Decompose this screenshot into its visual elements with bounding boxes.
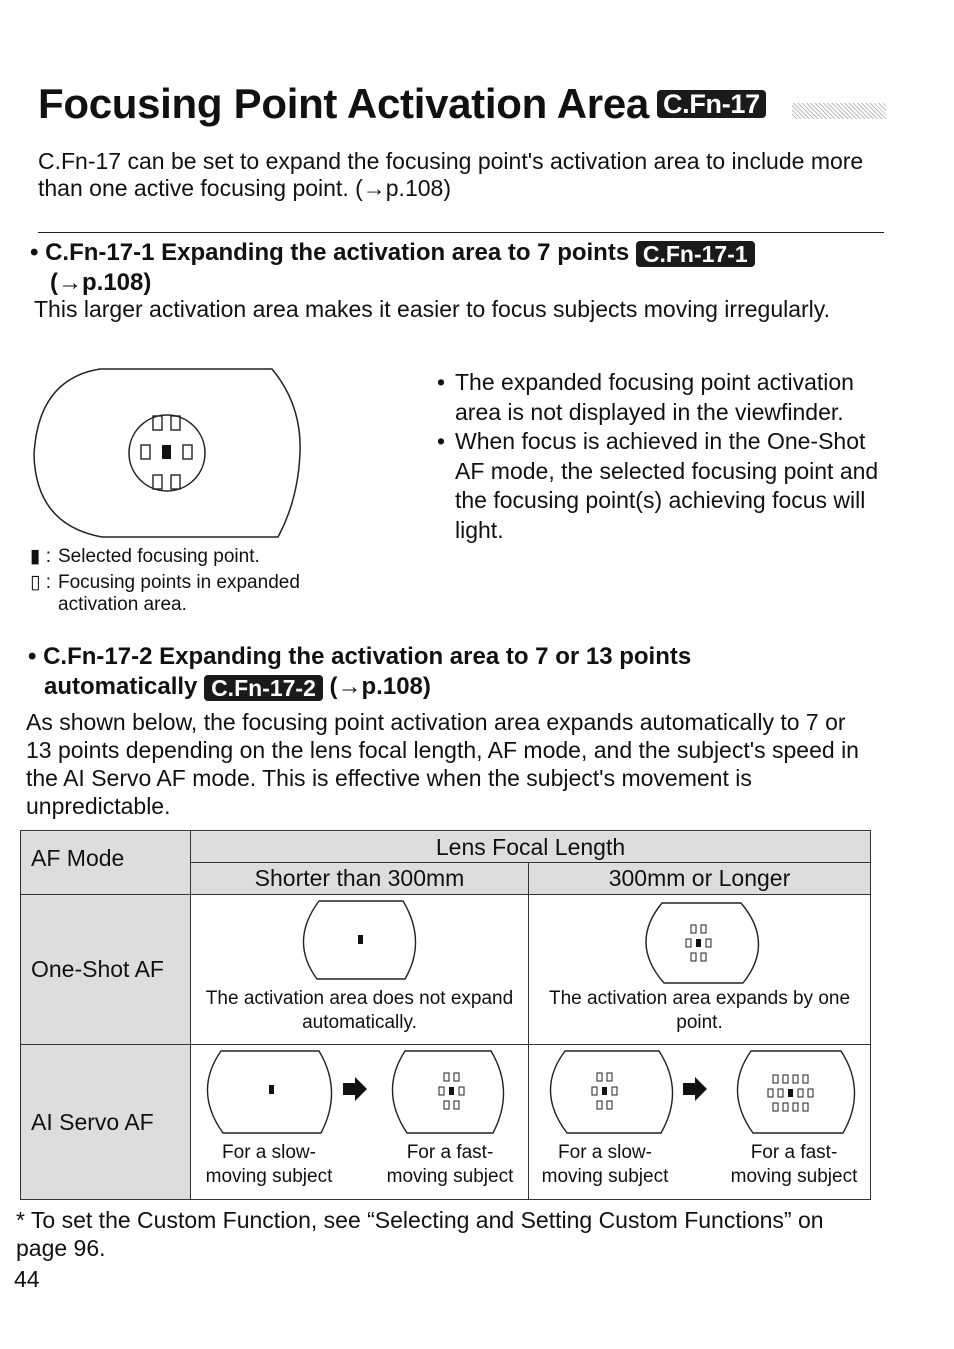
caption: For a slow-moving subject — [205, 1142, 333, 1187]
caption: For a slow-moving subject — [541, 1142, 669, 1187]
selected-point-icon: ▮ : — [30, 546, 52, 567]
section2-ref: (→p.108) — [329, 673, 431, 700]
cfn-17-1-badge: C.Fn-17-1 — [636, 241, 755, 267]
legend-text: Selected focusing point. — [58, 546, 260, 567]
section2-heading-line2: automatically — [44, 673, 198, 700]
page-number: 44 — [14, 1266, 40, 1292]
legend-text: Focusing points in expanded activation area. — [58, 572, 300, 615]
section1-heading-text: C.Fn-17-1 Expanding the activation area to 7 points — [45, 239, 630, 266]
section1-bullet: • — [30, 239, 39, 266]
cfn-17-badge: C.Fn-17 — [657, 90, 766, 118]
header-lens-focal-length: Lens Focal Length — [191, 831, 871, 863]
diagram-legend — [30, 546, 328, 616]
af-point-outline — [153, 475, 162, 489]
af-point-selected — [162, 445, 171, 459]
viewfinder-diagram — [30, 365, 305, 543]
af-point-outline — [171, 475, 180, 489]
caption: For a fast-moving subject — [386, 1142, 514, 1187]
cell-oneshot-long — [529, 895, 871, 1045]
section2-heading-text: C.Fn-17-2 Expanding the activation area to 7 or 13 points — [43, 643, 692, 670]
header-shorter: Shorter than 300mm — [191, 863, 529, 895]
row-label-one-shot: One-Shot AF — [21, 895, 191, 1045]
section1-notes — [437, 368, 897, 545]
page-title — [38, 80, 766, 128]
section2-heading — [28, 642, 908, 702]
legend-row-expanded — [30, 572, 328, 616]
page-title-text: Focusing Point Activation Area — [38, 80, 649, 127]
af-point-outline — [171, 416, 180, 430]
footnote: * To set the Custom Function, see “Selecting and Setting Custom Functions” on page 96. — [16, 1207, 824, 1261]
section1-heading — [30, 238, 890, 298]
row-label-ai-servo: AI Servo AF — [21, 1045, 191, 1200]
intro-paragraph: C.Fn-17 can be set to expand the focusing point's activation area to include more than one active focusing point. (→p.108) — [38, 148, 864, 201]
legend-row-selected — [30, 546, 328, 568]
note-item: • When focus is achieved in the One-Shot AF mode, the selected focusing point and the focusing point(s) achieving focus will light. — [437, 427, 897, 545]
caption: The activation area expands by one point. — [548, 988, 851, 1033]
caption-pair — [191, 1141, 528, 1189]
caption: For a fast-moving subject — [730, 1142, 858, 1187]
af-mode-table — [20, 830, 871, 1200]
section1-ref: (→p.108) — [50, 269, 152, 296]
cell-servo-long — [529, 1045, 871, 1200]
cell-oneshot-short — [191, 895, 529, 1045]
note-item: • The expanded focusing point activation area is not displayed in the viewfinder. — [437, 368, 897, 427]
header-af-mode: AF Mode — [21, 831, 191, 895]
cell-servo-short — [191, 1045, 529, 1200]
arrow-right-icon — [343, 1077, 367, 1101]
section2-body: As shown below, the focusing point activation area expands automatically to 7 or 13 points depending on the lens focal length, AF mode, and the subject's speed in the AI Servo AF mode. This is effective when the subject's movement is unpredictable. — [26, 709, 859, 819]
arrow-right-icon — [683, 1077, 707, 1101]
caption-pair — [529, 1141, 870, 1189]
expanded-point-icon: ▯ : — [30, 572, 52, 593]
section1-body: This larger activation area makes it easier to focus subjects moving irregularly. — [34, 296, 830, 322]
title-decoration — [792, 103, 886, 119]
seven-point-diagram — [529, 895, 871, 987]
section2-bullet: • — [28, 643, 37, 670]
af-point-selected — [358, 935, 363, 944]
af-point-outline — [183, 445, 192, 459]
caption: The activation area does not expand automatically. — [205, 988, 514, 1033]
header-longer: 300mm or Longer — [529, 863, 871, 895]
single-point-diagram — [191, 895, 529, 987]
af-point-outline — [153, 416, 162, 430]
servo-short-diagram — [191, 1045, 529, 1141]
servo-long-diagram — [529, 1045, 871, 1141]
af-point-outline — [141, 445, 150, 459]
cfn-17-2-badge: C.Fn-17-2 — [204, 675, 323, 701]
divider — [38, 232, 884, 233]
